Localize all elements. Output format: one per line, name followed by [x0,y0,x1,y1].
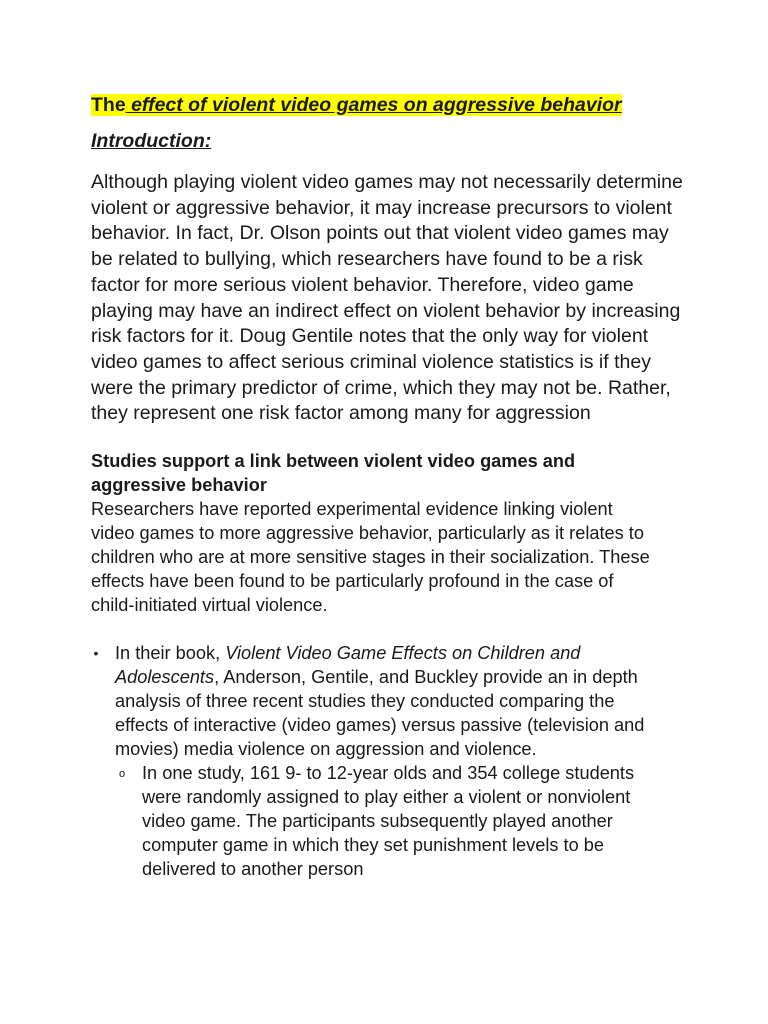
introduction-paragraph: Although playing violent video games may not necessarily determine violent or aggressive behavior, it may increase precursors to violent behavior. In fact, Dr. Olson points out that violent video games may be related to bullying, which researchers have found to be a risk factor for more serious violent behavior. Therefore, video game playing may have an indirect effect on violent behavior by increasing risk factors for it. Doug Gentile notes that the only way for violent video games to affect serious criminal violence statistics is if they were the primary predictor of crime, which they may not be. Rather, they represent one risk factor among many for aggression [91,171,683,425]
hollow-circle-bullet-icon: o [118,768,126,781]
title-emphasis: effect of violent video games on aggressive behavior [125,94,622,116]
sub-bullet-text: In one study, 161 9- to 12-year olds and 354 college students were randomly assigned to play either a violent or nonviolent video game. The participants subsequently played another computer game in which they set punishment levels to be delivered to another person [142,763,635,880]
bullet-icon: • [93,645,99,662]
introduction-heading: Introduction: [91,130,212,152]
list-item [115,761,672,881]
bullet-list [91,641,691,881]
bullet-text-before: In their book, [115,643,226,664]
book-title: Violent Video Game Effects on Children and Adolescents [115,643,581,688]
title-prefix: The [91,94,126,116]
bullet-text-after: , Anderson, Gentile, and Buckley provide an in depth analysis of three recent studies they conducted comparing the effects of interactive (video games) versus passive (television and movies) media violence on aggression and violence. [115,667,645,760]
document-title [91,88,691,122]
sub-bullet-list [115,761,671,881]
title-highlight [91,94,622,116]
studies-section-heading: Studies support a link between violent video games and aggressive behavior [91,451,576,496]
document-page [91,88,691,881]
list-item [91,641,671,881]
studies-section-paragraph: Researchers have reported experimental evidence linking violent video games to more aggressive behavior, particularly as it relates to children who are at more sensitive stages in their socialization. These effects have been found to be particularly profound in the case of child-initiated virtual violence. [91,499,650,616]
